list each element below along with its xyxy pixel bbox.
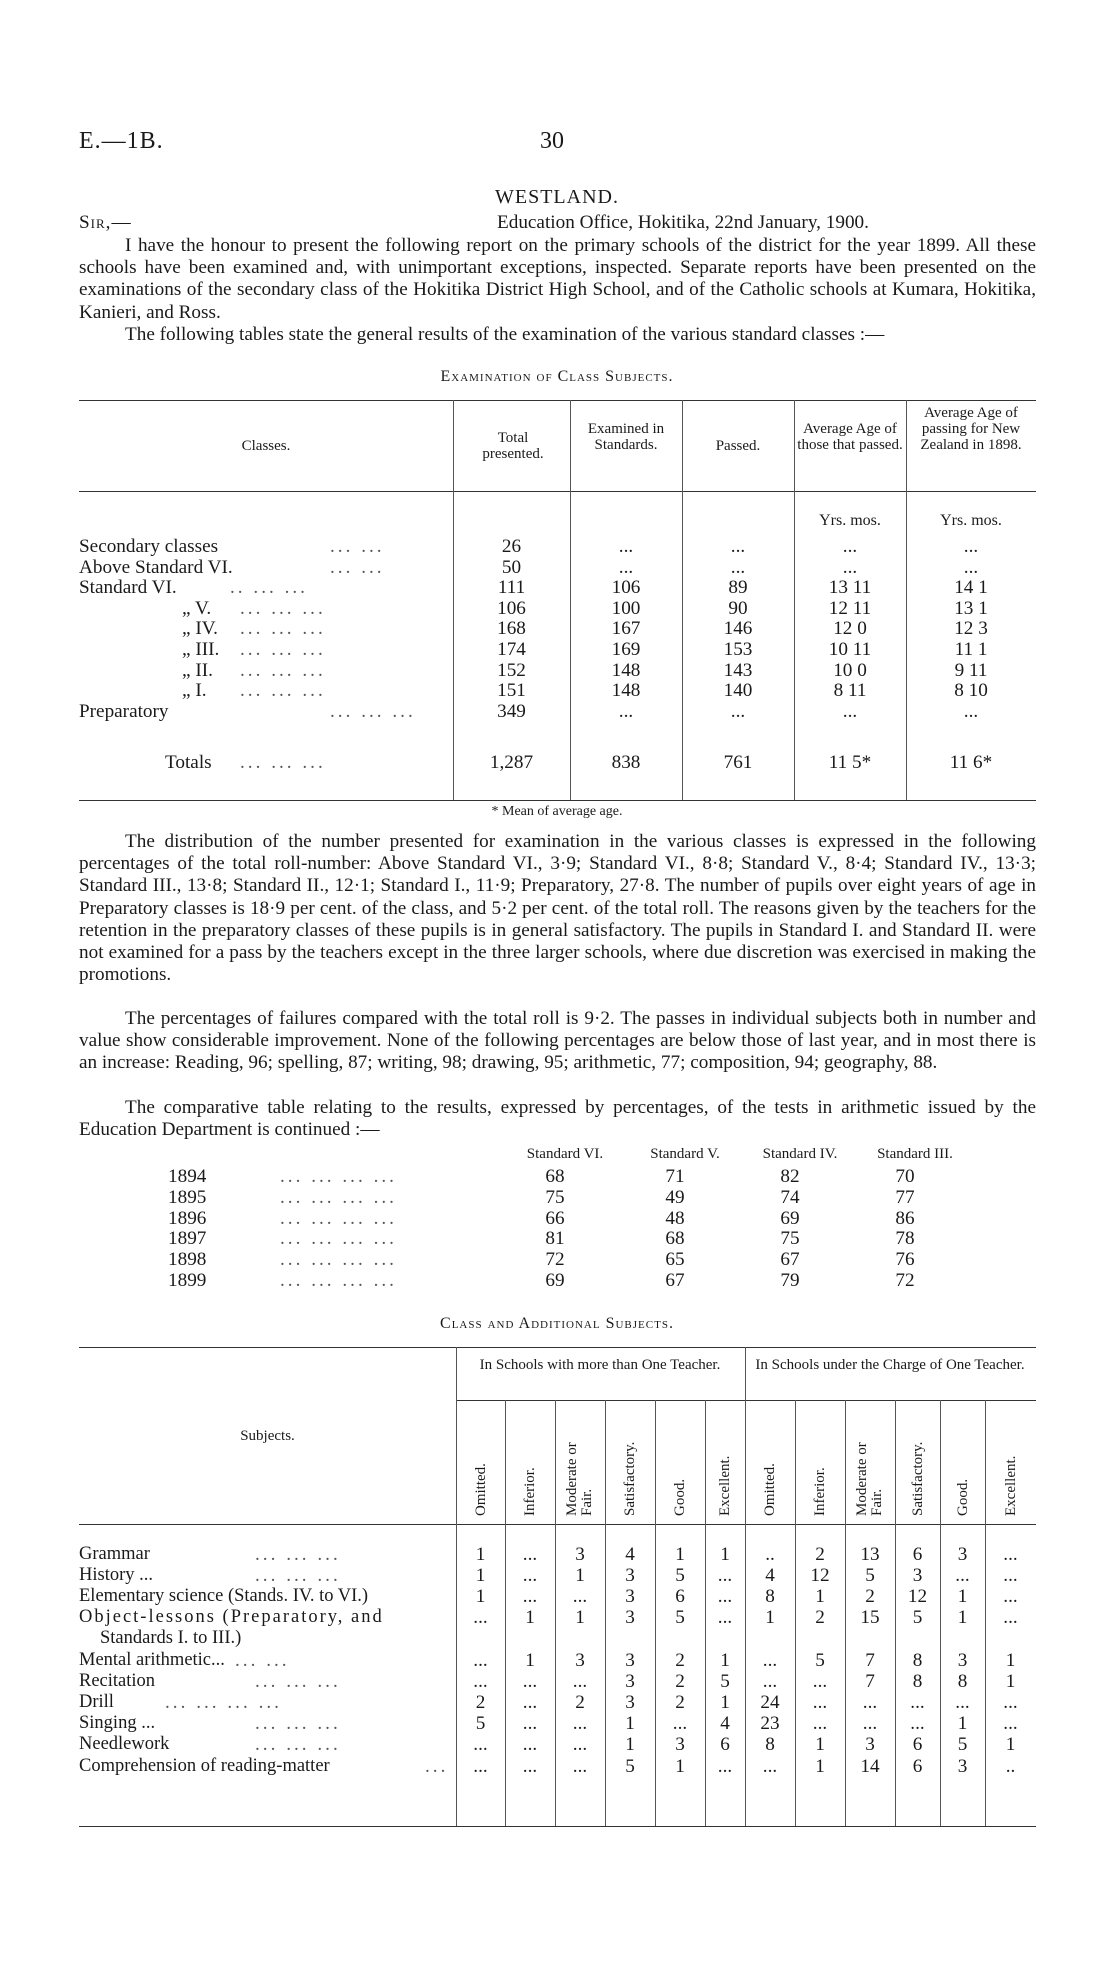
subjects-col-header: Satisfactory. bbox=[909, 1441, 926, 1516]
subject-value: ... bbox=[762, 1756, 778, 1777]
exam-row-leader: ... ... ... bbox=[240, 680, 326, 702]
subject-value: 14 bbox=[860, 1756, 880, 1777]
subject-value: ... bbox=[910, 1692, 925, 1713]
exam-totals-examined: 838 bbox=[611, 752, 641, 773]
subject-value: ... bbox=[572, 1671, 588, 1692]
subject-value: 3 bbox=[957, 1650, 968, 1671]
exam-cell-total: 50 bbox=[501, 556, 522, 578]
subject-value: 1 bbox=[625, 1734, 635, 1755]
subjects-col-header: Excellent. bbox=[717, 1455, 733, 1516]
subject-value: 3 bbox=[865, 1734, 875, 1755]
report-title: WESTLAND. bbox=[495, 186, 619, 208]
arith-value: 65 bbox=[665, 1249, 685, 1271]
subject-value: ... bbox=[522, 1692, 538, 1713]
exam-cell-avg: ... bbox=[842, 536, 858, 557]
subject-value: ... bbox=[522, 1734, 538, 1755]
subjects-table-top-rule bbox=[79, 1347, 1036, 1348]
exam-cell-passed: 146 bbox=[723, 618, 753, 640]
arith-year: 1899 bbox=[168, 1270, 207, 1291]
exam-cell-avg: 10 11 bbox=[828, 639, 872, 660]
exam-cell-passed: 143 bbox=[723, 659, 753, 681]
group-header-multi-teacher: In Schools with more than One Teacher. bbox=[479, 1357, 721, 1373]
exam-totals-passed: 761 bbox=[723, 752, 753, 773]
arith-leader: ... ... ... ... bbox=[280, 1270, 397, 1291]
subject-label: Elementary science (Stands. IV. to VI.) bbox=[79, 1586, 369, 1606]
subject-value: ... bbox=[473, 1756, 488, 1777]
subjects-table-header-rule bbox=[79, 1524, 1036, 1525]
subject-value: 12 bbox=[907, 1586, 928, 1607]
col-header-classes: Classes. bbox=[241, 438, 291, 454]
subject-value: ... bbox=[717, 1565, 733, 1586]
subject-value: ... bbox=[522, 1671, 538, 1692]
subject-value: ... bbox=[1003, 1565, 1018, 1586]
subject-label: Mental arithmetic... bbox=[79, 1650, 225, 1670]
subject-value: 1 bbox=[1005, 1650, 1016, 1671]
subject-value: ... bbox=[522, 1565, 538, 1586]
subject-value: 5 bbox=[912, 1607, 923, 1628]
arith-value: 76 bbox=[895, 1249, 915, 1271]
arith-year: 1896 bbox=[168, 1207, 207, 1229]
subject-value: ... bbox=[522, 1544, 538, 1565]
subject-value: 1 bbox=[575, 1607, 585, 1628]
exam-cell-examined: ... bbox=[618, 556, 634, 578]
subject-value: 5 bbox=[720, 1671, 730, 1692]
subject-value: ... bbox=[522, 1756, 538, 1777]
exam-cell-examined: 167 bbox=[611, 618, 641, 640]
subject-value: ... bbox=[473, 1607, 488, 1628]
subject-value: ... bbox=[473, 1671, 488, 1692]
dateline: Education Office, Hokitika, 22nd January, 1900. bbox=[497, 212, 869, 233]
arith-value: 81 bbox=[545, 1228, 565, 1250]
group-header-one-teacher: In Schools under the Charge of One Teacher. bbox=[755, 1357, 1025, 1373]
subject-value: ... bbox=[717, 1607, 733, 1628]
subject-value: 12 bbox=[810, 1565, 830, 1586]
subject-value: 6 bbox=[912, 1544, 923, 1565]
failures-paragraph: The percentages of failures compared with the total roll is 9·2. The passes in individual subjects both in number and value show considerable improvement. None of the following percentages are below those of last year, and in most there is an increase: Reading, 96; spelling, 87; writing, 98; drawing, 95; arithmetic, 77; composition, 94; geography, 88. bbox=[79, 1008, 1036, 1074]
subject-value: 8 bbox=[765, 1734, 775, 1755]
subjects-col-header: Good. bbox=[672, 1478, 688, 1516]
arith-value: 78 bbox=[895, 1228, 915, 1250]
arith-value: 68 bbox=[545, 1166, 565, 1187]
subject-value: 24 bbox=[760, 1692, 780, 1713]
subject-value: 1 bbox=[720, 1692, 730, 1713]
subject-value: ... bbox=[717, 1756, 733, 1777]
exam-totals-total: 1,287 bbox=[489, 752, 534, 773]
arith-value: 72 bbox=[895, 1270, 915, 1291]
arith-col-header: Standard VI. bbox=[526, 1146, 604, 1162]
subject-value: 2 bbox=[815, 1544, 825, 1565]
subject-value: 2 bbox=[865, 1586, 875, 1607]
subject-value: 3 bbox=[957, 1544, 968, 1565]
exam-cell-passed: 90 bbox=[728, 597, 748, 619]
subject-value: ... bbox=[1003, 1586, 1018, 1607]
distribution-paragraph: The distribution of the number presented for examination in the various classes is expressed in the following percentages of the total roll-number: Above Standard VI., 3·9; Standard VI., 8·8; Standard V., 8·4; Standard IV., 13·3; Standard III., 13·8; Standard II., 12·1; Standard I., 11·9; Preparatory, 27·8. The number of pupils over eight years of age in Preparatory classes is 18·9 per cent. of the class, and 5·2 per cent. of the total roll. The reasons given by the teachers for the retention in the preparatory classes of these pupils is in general satisfactory. The pupils in Standard I. and Standard II. were not examined for a pass by the teachers except in the three larger schools, where due discretion was exercised in making the promotions. bbox=[79, 831, 1036, 986]
exam-cell-total: 26 bbox=[501, 536, 522, 557]
exam-row-label: „ II. bbox=[182, 659, 213, 681]
subject-label: Singing ... bbox=[79, 1713, 156, 1733]
salutation: Sir,— bbox=[79, 212, 132, 233]
subject-value: 1 bbox=[815, 1756, 825, 1777]
exam-cell-total: 349 bbox=[497, 700, 526, 722]
subject-value: 1 bbox=[575, 1565, 585, 1586]
subject-leader: ... ... ... bbox=[255, 1544, 341, 1565]
arith-value: 66 bbox=[545, 1207, 565, 1229]
subject-value: 5 bbox=[815, 1650, 825, 1671]
subject-value: ... bbox=[572, 1586, 588, 1607]
subject-value: ... bbox=[473, 1650, 488, 1671]
arith-value: 68 bbox=[665, 1228, 685, 1250]
subject-leader: ... ... ... bbox=[255, 1671, 341, 1692]
arith-value: 69 bbox=[780, 1207, 800, 1229]
subject-value: 5 bbox=[865, 1565, 875, 1586]
exam-cell-passed: 153 bbox=[723, 639, 753, 660]
subject-value: ... bbox=[862, 1692, 878, 1713]
subject-value: 3 bbox=[625, 1607, 635, 1628]
exam-cell-examined: 106 bbox=[611, 577, 641, 599]
arith-leader: ... ... ... ... bbox=[280, 1228, 397, 1250]
subjects-col-header: Inferior. bbox=[812, 1467, 828, 1516]
subject-value: 5 bbox=[475, 1713, 486, 1734]
exam-cell-avg: ... bbox=[842, 556, 858, 578]
exam-cell-examined: 100 bbox=[611, 597, 641, 619]
subject-value: 3 bbox=[625, 1650, 635, 1671]
exam-cell-passed: ... bbox=[730, 536, 746, 557]
subject-value: ... bbox=[812, 1692, 828, 1713]
exam-row-leader: ... ... ... bbox=[240, 597, 326, 619]
arith-value: 48 bbox=[665, 1207, 685, 1229]
col-header-avg-age: Average Age of those that passed. bbox=[797, 421, 903, 453]
subject-value: ... bbox=[522, 1586, 538, 1607]
subject-value: 1 bbox=[525, 1650, 535, 1671]
subject-value: 8 bbox=[957, 1671, 968, 1692]
exam-cell-total: 151 bbox=[497, 680, 526, 702]
subject-label: Comprehension of reading-matter bbox=[79, 1756, 330, 1776]
exam-row-label: „ V. bbox=[182, 597, 212, 619]
arith-value: 74 bbox=[780, 1186, 800, 1208]
exam-row-label: „ IV. bbox=[182, 618, 218, 640]
subject-value: ... bbox=[910, 1713, 925, 1734]
arith-value: 71 bbox=[665, 1166, 685, 1187]
exam-row-label: Secondary classes bbox=[79, 536, 219, 557]
exam-totals-leader: ... ... ... bbox=[240, 752, 326, 773]
arith-leader: ... ... ... ... bbox=[280, 1207, 397, 1229]
subject-value: ... bbox=[717, 1586, 733, 1607]
exam-cell-examined: 148 bbox=[611, 680, 641, 702]
subject-leader: ... ... ... bbox=[255, 1713, 341, 1734]
exam-totals-avg: 11 5* bbox=[828, 752, 872, 773]
subject-leader: ... ... bbox=[235, 1650, 290, 1671]
exam-cell-nz: 12 3 bbox=[954, 618, 988, 640]
exam-cell-total: 174 bbox=[497, 639, 526, 660]
exam-row-label: Standard VI. bbox=[79, 577, 177, 599]
arith-leader: ... ... ... ... bbox=[280, 1166, 397, 1187]
page-number: 30 bbox=[540, 128, 564, 154]
subject-value: ... bbox=[572, 1734, 588, 1755]
exam-cell-total: 106 bbox=[497, 597, 526, 619]
exam-table-caption: Examination of Class Subjects. bbox=[440, 368, 674, 385]
subject-value: 2 bbox=[575, 1692, 585, 1713]
subject-value: ... bbox=[862, 1713, 878, 1734]
subject-value: .. bbox=[1005, 1756, 1016, 1777]
subject-value: 2 bbox=[815, 1607, 825, 1628]
arith-leader: ... ... ... ... bbox=[280, 1249, 397, 1271]
arith-value: 67 bbox=[780, 1249, 800, 1271]
arith-value: 67 bbox=[665, 1270, 685, 1291]
subject-value: 5 bbox=[675, 1607, 685, 1628]
subject-label: Object-lessons (Preparatory, and bbox=[79, 1607, 384, 1627]
col-header-passed: Passed. bbox=[715, 438, 761, 454]
arith-col-header: Standard V. bbox=[650, 1146, 720, 1162]
arith-value: 86 bbox=[895, 1207, 915, 1229]
exam-cell-nz: 13 1 bbox=[954, 597, 988, 619]
subject-value: 1 bbox=[815, 1586, 825, 1607]
exam-cell-nz: 11 1 bbox=[954, 639, 988, 660]
exam-row-leader: ... ... ... bbox=[240, 659, 326, 681]
subject-value: 1 bbox=[525, 1607, 535, 1628]
subject-value: ... bbox=[572, 1756, 588, 1777]
subject-value: ... bbox=[572, 1713, 588, 1734]
exam-cell-examined: ... bbox=[618, 700, 634, 722]
subject-value: 3 bbox=[625, 1671, 635, 1692]
exam-cell-avg: 10 0 bbox=[833, 659, 867, 681]
subjects-col-header: Moderate or Fair. bbox=[854, 1442, 885, 1516]
subject-value: 4 bbox=[625, 1544, 635, 1565]
subject-value: .. bbox=[765, 1544, 775, 1565]
arith-year: 1897 bbox=[168, 1228, 207, 1250]
exam-footnote: * Mean of average age. bbox=[491, 804, 623, 819]
subject-value: 1 bbox=[475, 1586, 486, 1607]
subject-value: 4 bbox=[765, 1565, 775, 1586]
arith-value: 79 bbox=[780, 1270, 800, 1291]
subjects-table-bottom-rule bbox=[79, 1826, 1036, 1827]
subject-value: 7 bbox=[865, 1650, 875, 1671]
subject-value: 5 bbox=[675, 1565, 685, 1586]
exam-cell-nz: 14 1 bbox=[954, 577, 988, 599]
subject-leader: ... ... ... ... bbox=[165, 1692, 282, 1713]
exam-row-leader: ... ... ... bbox=[240, 618, 326, 640]
arith-year: 1895 bbox=[168, 1186, 207, 1208]
subjects-header: Subjects. bbox=[240, 1428, 295, 1444]
arith-value: 82 bbox=[780, 1166, 800, 1187]
exam-cell-nz: ... bbox=[963, 536, 979, 557]
exam-row-leader: ... ... bbox=[330, 536, 385, 557]
exam-cell-nz: ... bbox=[963, 700, 979, 722]
subject-value: 8 bbox=[912, 1671, 923, 1692]
col-header-examined: Examined in Standards. bbox=[587, 421, 665, 453]
exam-totals-label: Totals bbox=[165, 752, 212, 773]
units-avg: Yrs. mos. bbox=[819, 512, 881, 529]
subject-value: 1 bbox=[957, 1586, 968, 1607]
subjects-table-caption: Class and Additional Subjects. bbox=[440, 1315, 674, 1332]
arith-value: 75 bbox=[780, 1228, 800, 1250]
exam-cell-examined: 169 bbox=[611, 639, 641, 660]
subject-value: ... bbox=[473, 1734, 488, 1755]
exam-row-leader: ... ... ... bbox=[330, 700, 416, 722]
subject-value: 1 bbox=[720, 1544, 730, 1565]
subject-value: 1 bbox=[815, 1734, 825, 1755]
tables-intro: The following tables state the general results of the examination of the various standard classes :— bbox=[125, 324, 885, 345]
subject-value: 1 bbox=[675, 1756, 685, 1777]
subject-value: ... bbox=[812, 1713, 828, 1734]
subject-value: 7 bbox=[865, 1671, 875, 1692]
subject-value: 5 bbox=[625, 1756, 635, 1777]
subject-value: 3 bbox=[625, 1692, 635, 1713]
exam-row-label: Above Standard VI. bbox=[79, 556, 233, 578]
subject-value: 1 bbox=[475, 1544, 486, 1565]
arith-value: 72 bbox=[545, 1249, 565, 1271]
subject-value: 3 bbox=[675, 1734, 685, 1755]
exam-cell-avg: 12 0 bbox=[833, 618, 867, 640]
arith-leader: ... ... ... ... bbox=[280, 1186, 397, 1208]
exam-table-top-rule bbox=[79, 400, 1036, 401]
arith-value: 70 bbox=[895, 1166, 915, 1187]
subject-value: ... bbox=[955, 1565, 970, 1586]
subject-value: ... bbox=[762, 1650, 778, 1671]
subject-leader: ... bbox=[425, 1756, 449, 1777]
exam-row-leader: ... ... ... bbox=[240, 639, 326, 660]
exam-row-label: Preparatory bbox=[79, 700, 169, 722]
subject-value: 2 bbox=[675, 1671, 685, 1692]
subject-value: ... bbox=[1003, 1544, 1018, 1565]
subject-value: 6 bbox=[912, 1734, 923, 1755]
exam-cell-avg: 12 11 bbox=[828, 597, 872, 619]
subject-value: ... bbox=[955, 1692, 970, 1713]
subject-value: 1 bbox=[957, 1607, 968, 1628]
subject-label: Grammar bbox=[79, 1544, 150, 1564]
subject-label: Drill bbox=[79, 1692, 114, 1712]
subject-value: 1 bbox=[1005, 1734, 1016, 1755]
subject-value: 3 bbox=[957, 1756, 968, 1777]
units-nz: Yrs. mos. bbox=[940, 512, 1002, 529]
exam-cell-nz: ... bbox=[963, 556, 979, 578]
subject-value: 2 bbox=[675, 1650, 685, 1671]
subject-value: 1 bbox=[475, 1565, 486, 1586]
subjects-col-header: Moderate or Fair. bbox=[564, 1442, 595, 1516]
exam-cell-total: 111 bbox=[497, 577, 526, 599]
arith-year: 1894 bbox=[168, 1166, 207, 1187]
subject-leader: ... ... ... bbox=[255, 1565, 341, 1586]
subjects-col-header: Excellent. bbox=[1002, 1455, 1019, 1516]
subjects-col-header: Good. bbox=[954, 1478, 971, 1516]
subject-label: Needlework bbox=[79, 1734, 170, 1754]
subject-value: 2 bbox=[475, 1692, 486, 1713]
subject-value: 1 bbox=[625, 1713, 635, 1734]
exam-cell-total: 152 bbox=[497, 659, 526, 681]
subject-value: ... bbox=[762, 1671, 778, 1692]
subject-value: 6 bbox=[720, 1734, 730, 1755]
subject-value: 1 bbox=[765, 1607, 775, 1628]
subjects-col-header: Inferior. bbox=[522, 1467, 538, 1516]
subject-value: 23 bbox=[760, 1713, 780, 1734]
subject-value: 8 bbox=[765, 1586, 775, 1607]
exam-table-header-rule bbox=[79, 491, 1036, 492]
subject-value: 6 bbox=[912, 1756, 923, 1777]
subject-value: 13 bbox=[860, 1544, 880, 1565]
subject-value: ... bbox=[1003, 1713, 1018, 1734]
subject-value: 4 bbox=[720, 1713, 730, 1734]
arith-col-header: Standard III. bbox=[877, 1146, 953, 1162]
subjects-col-header: Omitted. bbox=[472, 1463, 489, 1516]
subject-value: 1 bbox=[1005, 1671, 1016, 1692]
exam-totals-nz: 11 6* bbox=[949, 752, 993, 773]
subject-label: Recitation bbox=[79, 1671, 156, 1691]
arith-value: 77 bbox=[895, 1186, 915, 1208]
subject-value: ... bbox=[522, 1713, 538, 1734]
subject-value: 1 bbox=[720, 1650, 730, 1671]
subject-value: 2 bbox=[675, 1692, 685, 1713]
subjects-col-header: Satisfactory. bbox=[622, 1441, 638, 1516]
subject-value: ... bbox=[672, 1713, 688, 1734]
col-header-total: Total presented. bbox=[482, 430, 544, 462]
subject-value: 3 bbox=[625, 1586, 635, 1607]
subject-value: 15 bbox=[860, 1607, 880, 1628]
exam-cell-passed: 140 bbox=[723, 680, 753, 702]
subject-value: 3 bbox=[912, 1565, 923, 1586]
exam-cell-avg: ... bbox=[842, 700, 858, 722]
subject-value: 6 bbox=[675, 1586, 685, 1607]
col-header-avg-age-nz: Average Age of passing for New Zealand in 1898. bbox=[920, 405, 1022, 453]
subject-label-continued: Standards I. to III.) bbox=[100, 1628, 242, 1648]
arith-col-header: Standard IV. bbox=[762, 1146, 838, 1162]
exam-row-label: „ I. bbox=[182, 680, 207, 702]
exam-cell-avg: 8 11 bbox=[833, 680, 867, 702]
subject-label: History ... bbox=[79, 1565, 153, 1585]
exam-cell-examined: ... bbox=[618, 536, 634, 557]
subjects-col-header: Omitted. bbox=[762, 1463, 778, 1516]
exam-cell-examined: 148 bbox=[611, 659, 641, 681]
arith-year: 1898 bbox=[168, 1249, 207, 1271]
arith-value: 75 bbox=[545, 1186, 565, 1208]
exam-cell-nz: 9 11 bbox=[954, 659, 988, 681]
exam-table-bottom-rule bbox=[79, 800, 1036, 801]
subject-value: 5 bbox=[957, 1734, 968, 1755]
subject-value: ... bbox=[812, 1671, 828, 1692]
subjects-group-rule bbox=[456, 1400, 1036, 1401]
exam-cell-passed: ... bbox=[730, 700, 746, 722]
arith-value: 49 bbox=[665, 1186, 685, 1208]
subject-value: 1 bbox=[957, 1713, 968, 1734]
exam-cell-passed: ... bbox=[730, 556, 746, 578]
exam-row-label: „ III. bbox=[182, 639, 220, 660]
subject-value: 3 bbox=[575, 1544, 585, 1565]
exam-row-leader: .. ... ... bbox=[230, 577, 308, 599]
comparative-paragraph: The comparative table relating to the results, expressed by percentages, of the tests in arithmetic issued by the Education Department is continued :— bbox=[79, 1097, 1036, 1141]
intro-paragraph: I have the honour to present the following report on the primary schools of the district for the year 1899. All these schools have been examined and, with unimportant exceptions, inspected. Separate reports have been presented on the examinations of the secondary class of the Hokitika District High School, and of the Catholic schools at Kumara, Hokitika, Kanieri, and Ross. bbox=[79, 235, 1036, 323]
subject-value: 8 bbox=[912, 1650, 923, 1671]
subject-value: ... bbox=[1003, 1692, 1018, 1713]
subject-value: 3 bbox=[625, 1565, 635, 1586]
exam-cell-passed: 89 bbox=[728, 577, 748, 599]
subject-value: ... bbox=[1003, 1607, 1018, 1628]
exam-row-leader: ... ... bbox=[330, 556, 385, 578]
page-reference: E.—1B. bbox=[79, 128, 164, 154]
subject-value: 3 bbox=[575, 1650, 585, 1671]
arith-value: 69 bbox=[545, 1270, 565, 1291]
subject-leader: ... ... ... bbox=[255, 1734, 341, 1755]
exam-cell-avg: 13 11 bbox=[828, 577, 872, 599]
exam-cell-nz: 8 10 bbox=[954, 680, 988, 702]
subject-value: 1 bbox=[675, 1544, 685, 1565]
exam-cell-total: 168 bbox=[497, 618, 526, 640]
